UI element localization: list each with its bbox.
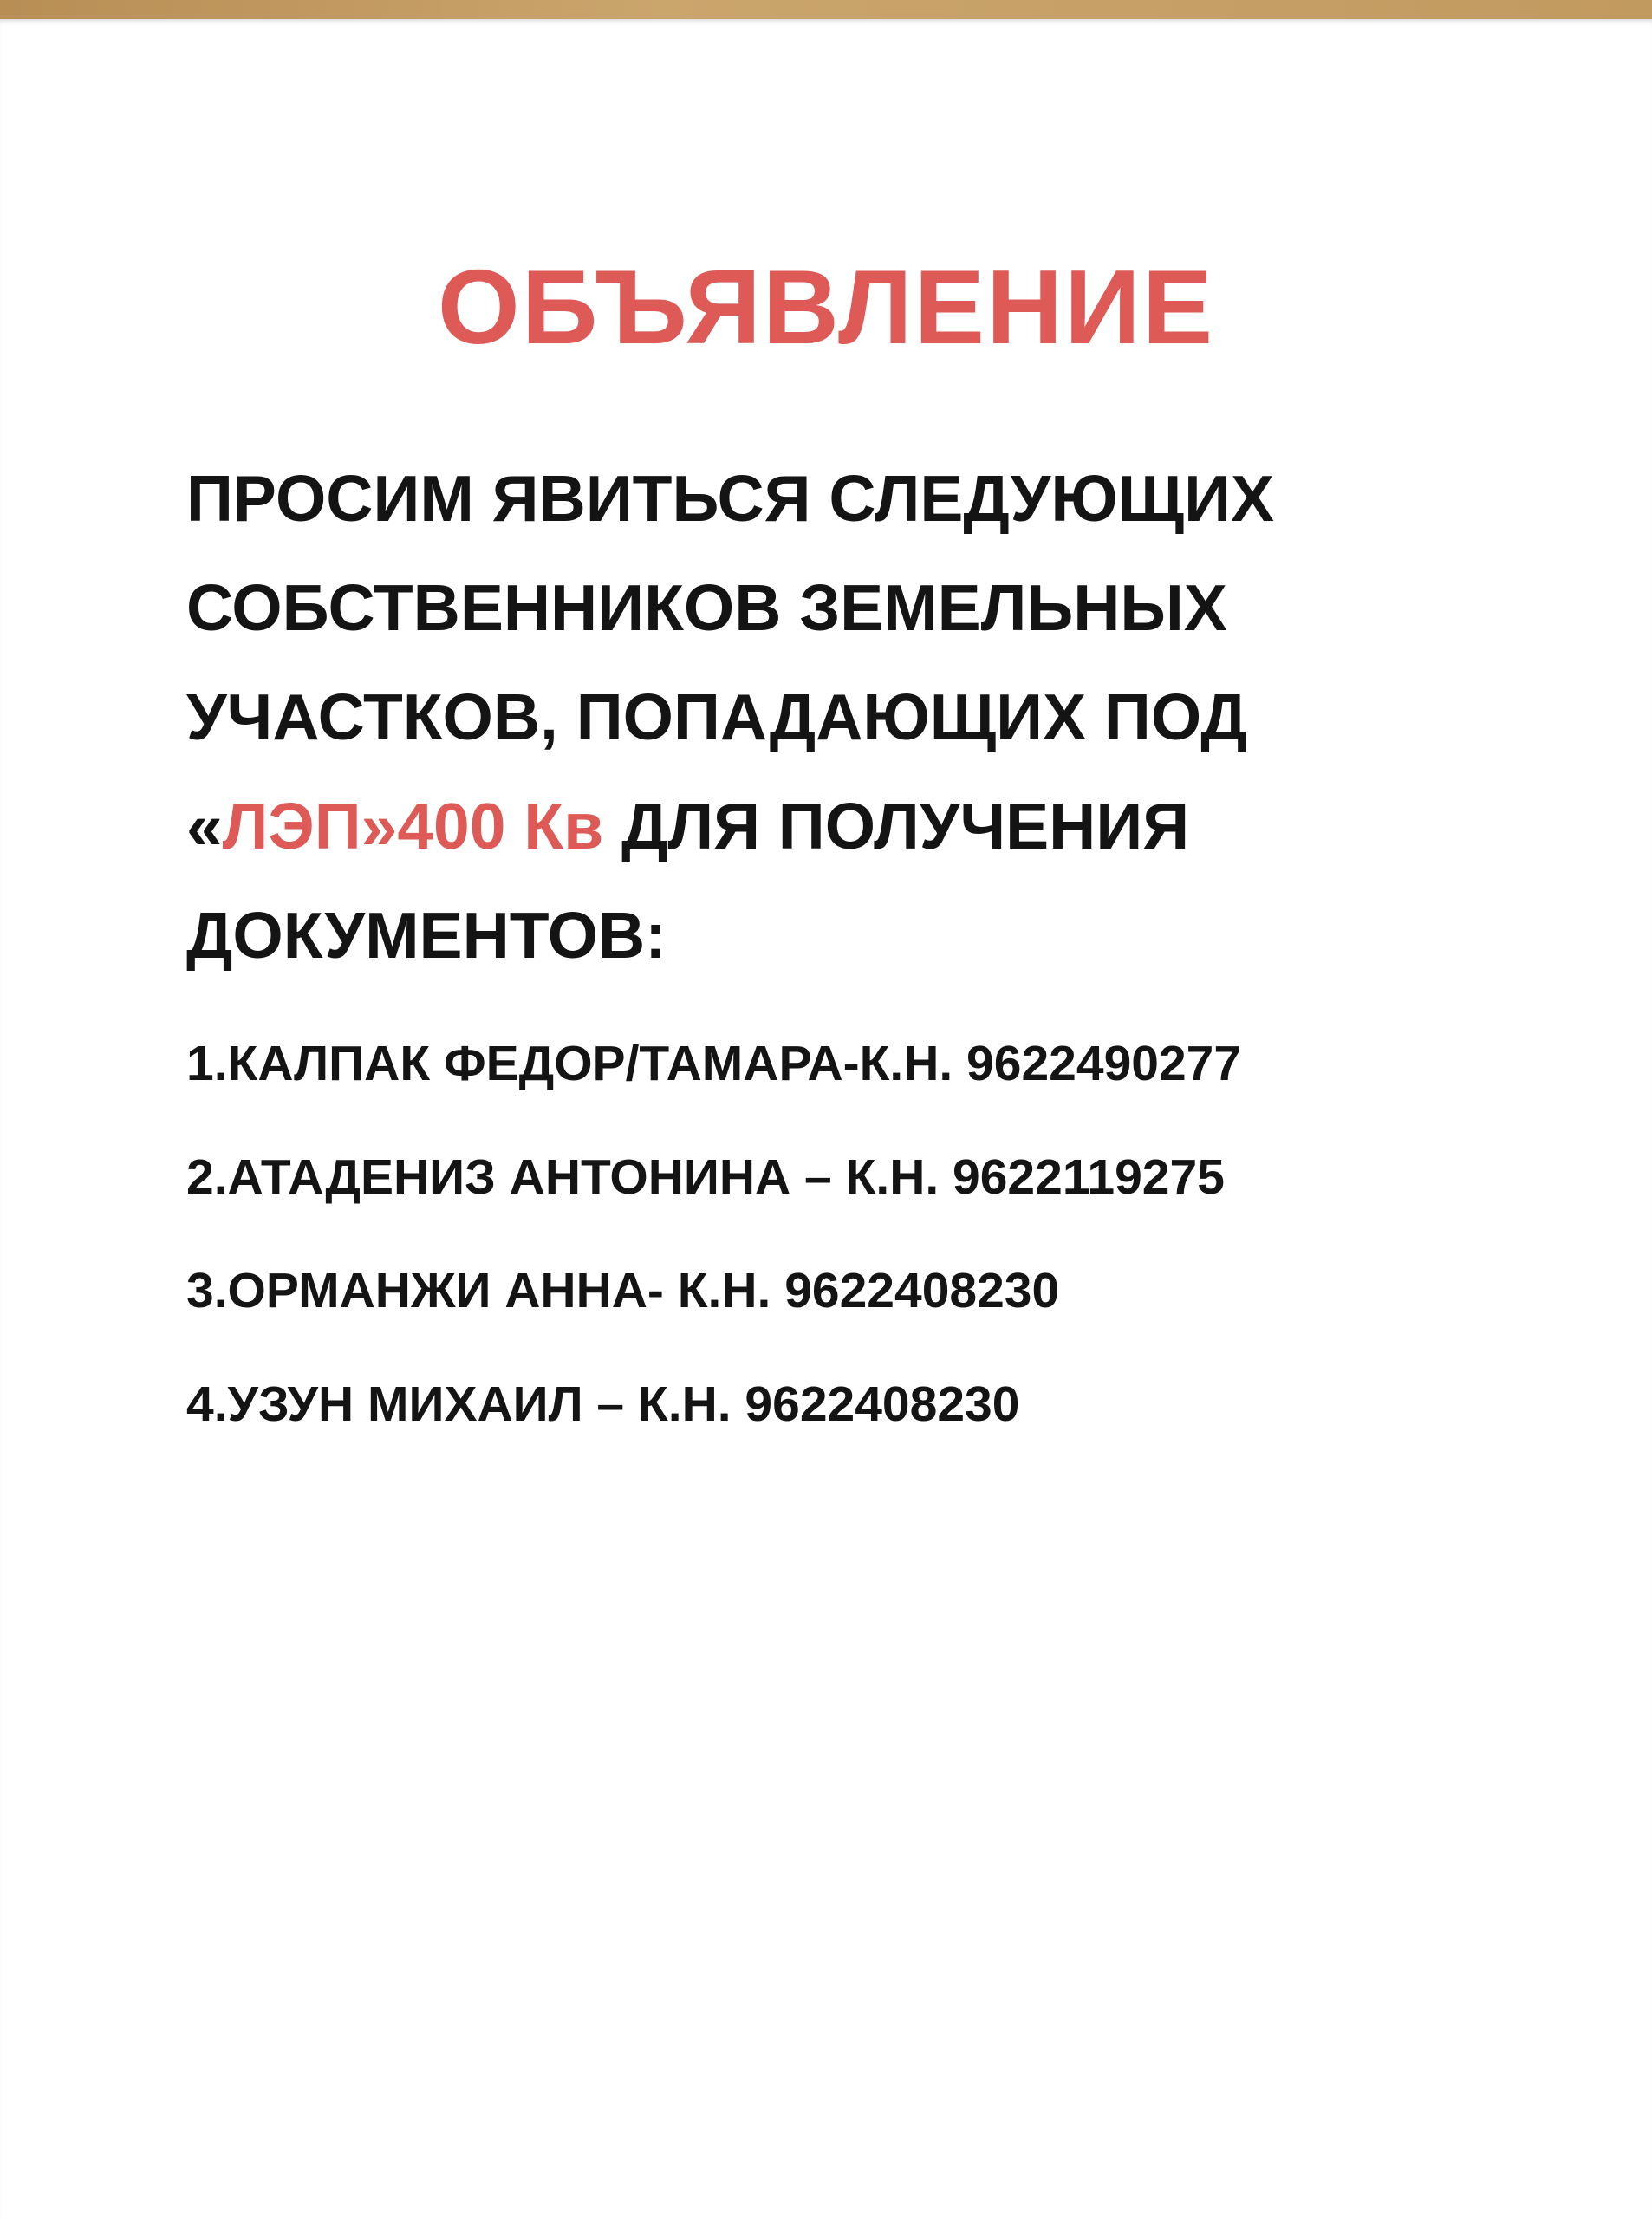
- notice-title: ОБЪЯВЛЕНИЕ: [437, 248, 1215, 366]
- owners-list: [186, 1007, 1590, 1461]
- notice-sheet: [0, 19, 1652, 2219]
- intro-line-5: ДОКУМЕНТОВ:: [186, 899, 667, 972]
- owner-item-3: 3.ОРМАНЖИ АННА- К.Н. 9622408230: [186, 1263, 1060, 1318]
- owner-item-2: 2.АТАДЕНИЗ АНТОНИНА – К.Н. 9622119275: [186, 1149, 1225, 1205]
- owner-item-4: 4.УЗУН МИХАИЛ – К.Н. 9622408230: [186, 1376, 1020, 1432]
- quote-open: «: [186, 790, 223, 862]
- intro-line-2: СОБСТВЕННИКОВ ЗЕМЕЛЬНЫХ: [186, 571, 1227, 644]
- owner-item-1: 1.КАЛПАК ФЕДОР/ТАМАРА-К.Н. 9622490277: [186, 1036, 1242, 1091]
- intro-line-3: УЧАСТКОВ, ПОПАДАЮЩИХ ПОД: [186, 680, 1247, 753]
- power-line-highlight: ЛЭП»400 Кв: [222, 790, 604, 862]
- notice-intro: [186, 444, 1538, 990]
- intro-line-4: [186, 771, 1538, 881]
- intro-line-4-rest: ДЛЯ ПОЛУЧЕНИЯ: [603, 790, 1190, 862]
- intro-line-1: ПРОСИМ ЯВИТЬСЯ СЛЕДУЮЩИХ: [186, 462, 1275, 535]
